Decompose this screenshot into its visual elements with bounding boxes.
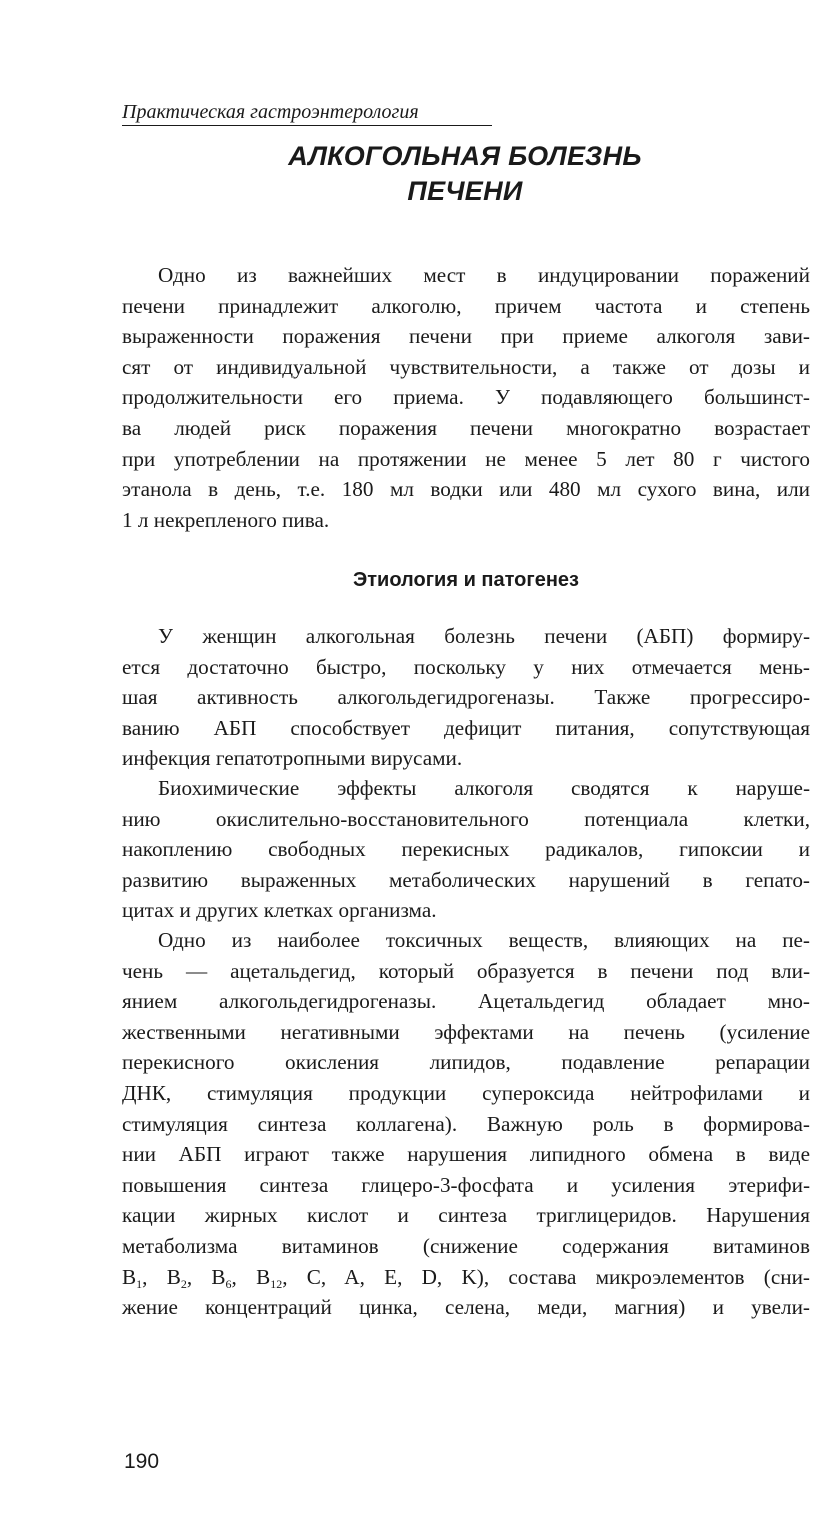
text-line: янием алкогольдегидрогеназы. Ацетальдегид обладает мно- [122,989,810,1014]
vitamin-subscript: 1 [136,1276,143,1291]
text-line: перекисного окисления липидов, подавление репарации [122,1050,810,1075]
text-line: ется достаточно быстро, поскольку у них отмечается мень- [122,654,810,679]
text-line: жение концентраций цинка, селена, меди, магния) и увели- [122,1295,810,1320]
text-line: метаболизма витаминов (снижение содержания витаминов [122,1233,810,1258]
text-line: чень — ацетальдегид, который образуется в печени под вли- [122,958,810,983]
vitamin-subscript: 2 [180,1276,187,1291]
text-line: Одно из наиболее токсичных веществ, влияющих на пе- [158,928,810,952]
vitamin-b: B [122,1264,137,1289]
page-number: 190 [124,1450,160,1473]
text-line: повышения синтеза глицеро-3-фосфата и усиления этерифи- [122,1172,810,1197]
chapter-title [120,139,810,209]
vitamin-separator: , B [142,1264,181,1289]
text-line: нию окислительно-восстановительного потенциала клетки, [122,806,810,831]
chapter-title-line-2: ПЕЧЕНИ [407,176,523,206]
paragraph-1 [122,621,810,774]
text-line: этанола в день, т.е. 180 мл водки или 480 мл сухого вина, или [122,477,810,502]
vitamin-separator: , B [231,1264,271,1289]
running-header: Практическая гастроэнтерология [122,99,492,126]
vitamin-subscript: 6 [225,1276,232,1291]
text-line: жественными негативными эффектами на печень (усиление [122,1019,810,1044]
text-line: развитию выраженных метаболических нарушений в гепато- [122,867,810,892]
vitamins-line-rest: , C, A, E, D, K), состава микроэлементов (сни- [282,1264,810,1289]
text-line: У женщин алкогольная болезнь печени (АБП) формиру- [158,624,810,648]
intro-paragraph [122,260,810,535]
section-heading: Этиология и патогенез [353,569,579,591]
text-line: Биохимические эффекты алкоголя сводятся к наруше- [158,776,810,800]
text-line: кации жирных кислот и синтеза триглицеридов. Нарушения [122,1203,810,1228]
vitamin-subscript: 12 [270,1276,283,1291]
text-line: сят от индивидуальной чувствительности, а также от дозы и [122,354,810,379]
text-line: накоплению свободных перекисных радикалов, гипоксии и [122,837,810,862]
text-line: продолжительности его приема. У подавляющего большинст- [122,385,810,410]
paragraph-2 [122,773,810,926]
text-line: ДНК, стимуляция продукции супероксида нейтрофилами и [122,1080,810,1105]
text-line: шая активность алкогольдегидрогеназы. Также прогрессиро- [122,685,810,710]
text-line: при употреблении на протяжении не менее 5 лет 80 г чистого [122,446,810,471]
vitamin-separator: , B [186,1264,226,1289]
text-line: ванию АБП способствует дефицит питания, сопутствующая [122,715,810,740]
text-line: стимуляция синтеза коллагена). Важную роль в формирова- [122,1111,810,1136]
text-line: выраженности поражения печени при приеме алкоголя зави- [122,324,810,349]
vitamins-line [122,1262,810,1293]
text-line: цитах и других клетках организма. [122,898,437,923]
text-line: 1 л некрепленого пива. [122,507,330,532]
text-line: печени принадлежит алкоголю, причем частота и степень [122,293,810,318]
chapter-title-line-1: АЛКОГОЛЬНАЯ БОЛЕЗНЬ [288,141,642,171]
text-line: ва людей риск поражения печени многократно возрастает [122,415,810,440]
paragraph-3 [122,925,810,1323]
text-line: нии АБП играют также нарушения липидного обмена в виде [122,1142,810,1167]
text-line: инфекция гепатотропными вирусами. [122,746,463,771]
text-line: Одно из важнейших мест в индуцировании поражений [158,263,810,287]
